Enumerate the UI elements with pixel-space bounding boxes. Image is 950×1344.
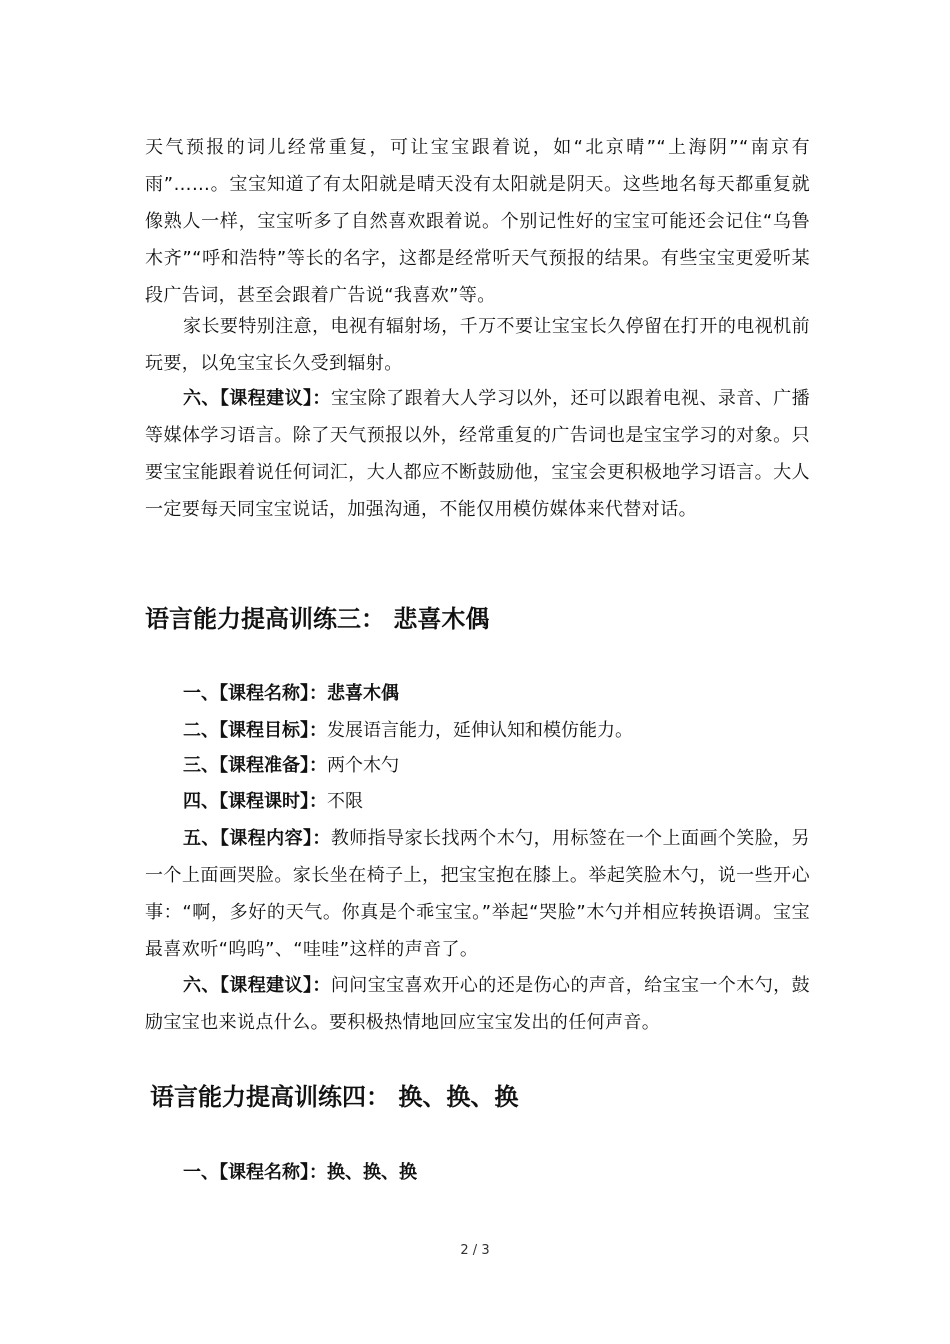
section4-course-name bbox=[183, 1160, 417, 1186]
section3-course-name bbox=[183, 681, 399, 707]
section3-suggestion-value: 问问宝宝喜欢开心的还是伤心的声音，给宝宝一个木勺，鼓励宝宝也来说点什么。要积极热情地回应宝宝发出的任何声音。 bbox=[145, 975, 810, 1033]
section3-time-label: 四、【课程课时】： bbox=[183, 791, 327, 812]
section3-prep-value: 两个木勺 bbox=[327, 755, 399, 776]
section3-content-value: 教师指导家长找两个木勺，用标签在一个上面画个笑脸，另一个上面画哭脸。家长坐在椅子上，把宝宝抱在膝上。举起笑脸木勺，说一些开心事：“啊，多好的天气。你真是个乖宝宝。”举起“哭脸”木勺并相应转换语调。宝宝最喜欢听“呜呜”、“哇哇”这样的声音了。 bbox=[145, 828, 810, 960]
section4-name-label: 一、【课程名称】： bbox=[183, 1162, 327, 1183]
page-number: 2 / 3 bbox=[460, 1243, 490, 1258]
section3-course-prep bbox=[183, 753, 399, 779]
section3-name-value: 悲喜木偶 bbox=[327, 683, 399, 704]
intro-suggestion-paragraph bbox=[145, 380, 810, 528]
section3-course-time bbox=[183, 789, 363, 815]
section3-title: 语言能力提高训练三： 悲喜木偶 bbox=[145, 605, 490, 633]
section3-course-goal bbox=[183, 718, 633, 744]
section4-name-value: 换、换、换 bbox=[327, 1162, 417, 1183]
section3-name-label: 一、【课程名称】： bbox=[183, 683, 327, 704]
section3-content-paragraph bbox=[145, 820, 810, 968]
intro-paragraph-1: 天气预报的词儿经常重复，可让宝宝跟着说，如“北京晴”“上海阴”“南京有雨”……。宝宝知道了有太阳就是晴天没有太阳就是阴天。这些地名每天都重复就像熟人一样，宝宝听多了自然喜欢跟着说。个别记性好的宝宝可能还会记住“乌鲁木齐”“呼和浩特”等长的名字，这都是经常听天气预报的结果。有些宝宝更爱听某段广告词，甚至会跟着广告说“我喜欢”等。 bbox=[145, 137, 810, 306]
intro-paragraph-2: 家长要特别注意，电视有辐射场，千万不要让宝宝长久停留在打开的电视机前玩要，以免宝宝长久受到辐射。 bbox=[145, 316, 810, 374]
section3-suggestion-label: 六、【课程建议】： bbox=[183, 975, 331, 996]
section3-suggestion-paragraph bbox=[145, 967, 810, 1041]
section3-time-value: 不限 bbox=[327, 791, 363, 812]
section3-content-label: 五、【课程内容】： bbox=[183, 828, 331, 849]
section3-prep-label: 三、【课程准备】： bbox=[183, 755, 327, 776]
section3-goal-label: 二、【课程目标】： bbox=[183, 720, 327, 741]
section4-title: 语言能力提高训练四： 换、换、换 bbox=[150, 1083, 519, 1111]
intro-suggestion-text: 宝宝除了跟着大人学习以外，还可以跟着电视、录音、广播等媒体学习语言。除了天气预报以外，经常重复的广告词也是宝宝学习的对象。只要宝宝能跟着说任何词汇，大人都应不断鼓励他，宝宝会更积极地学习语言。大人一定要每天同宝宝说话，加强沟通，不能仅用模仿媒体来代替对话。 bbox=[145, 388, 810, 520]
section3-goal-value: 发展语言能力，延伸认知和模仿能力。 bbox=[327, 720, 633, 741]
intro-suggestion-label: 六、【课程建议】： bbox=[183, 388, 331, 409]
